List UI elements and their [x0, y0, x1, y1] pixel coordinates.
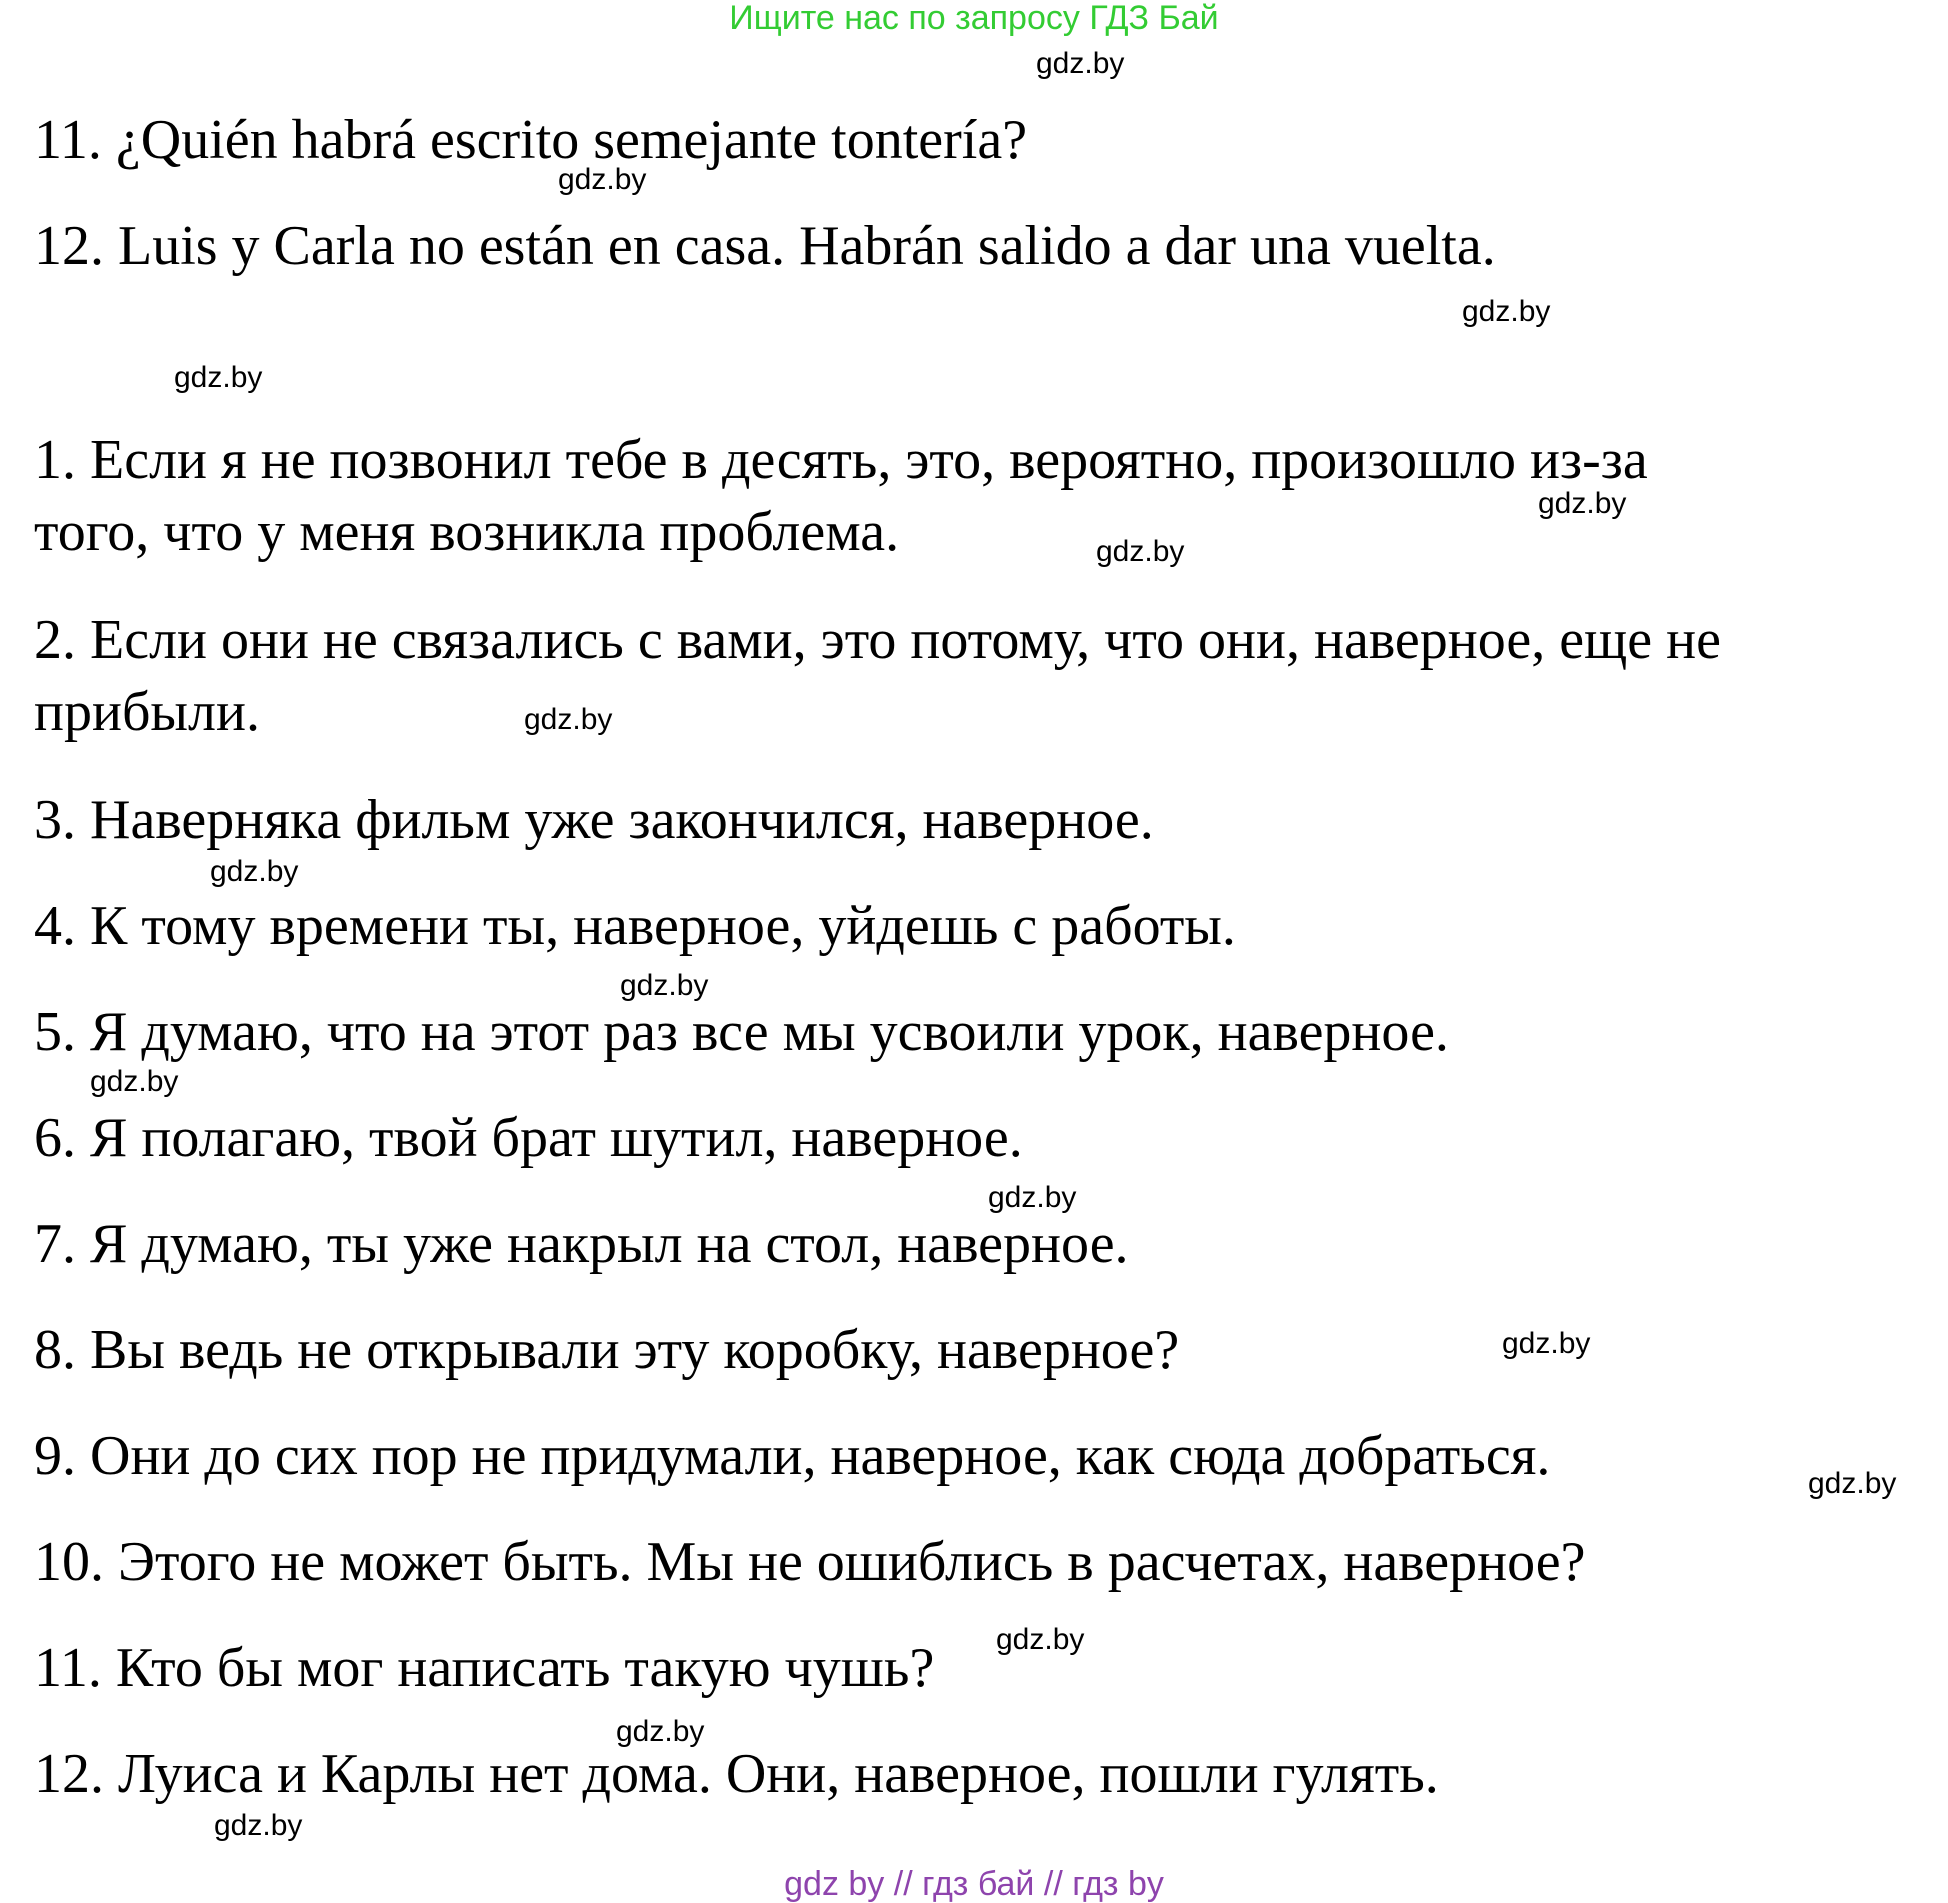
- russian-answer-11: 11. Кто бы мог написать такую чушь?: [34, 1637, 935, 1699]
- watermark: gdz.by: [174, 361, 263, 394]
- search-banner[interactable]: Ищите нас по запросу ГДЗ Бай: [729, 0, 1219, 37]
- watermark: gdz.by: [524, 703, 613, 736]
- russian-answer-9: 9. Они до сих пор не придумали, наверное, как сюда добраться.: [34, 1425, 1551, 1487]
- spanish-answer-11: 11. ¿Quién habrá escrito semejante tontería?: [34, 109, 1028, 171]
- russian-answer-3: 3. Наверняка фильм уже закончился, наверное.: [34, 789, 1154, 851]
- watermark: gdz.by: [616, 1715, 705, 1748]
- watermark: gdz.by: [1808, 1467, 1897, 1500]
- watermark: gdz.by: [620, 969, 709, 1002]
- watermark: gdz.by: [90, 1065, 179, 1098]
- russian-answer-1-line-2: того, что у меня возникла проблема.: [34, 501, 900, 563]
- russian-answer-4: 4. К тому времени ты, наверное, уйдешь с работы.: [34, 895, 1236, 957]
- russian-answer-12: 12. Луиса и Карлы нет дома. Они, наверное, пошли гулять.: [34, 1743, 1439, 1805]
- russian-answer-2-line-1: 2. Если они не связались с вами, это потому, что они, наверное, еще не: [34, 609, 1721, 671]
- russian-answer-7: 7. Я думаю, ты уже накрыл на стол, наверное.: [34, 1213, 1129, 1275]
- watermark: gdz.by: [1462, 295, 1551, 328]
- watermark: gdz.by: [214, 1809, 303, 1842]
- russian-answer-6: 6. Я полагаю, твой брат шутил, наверное.: [34, 1107, 1023, 1169]
- watermark: gdz.by: [1096, 535, 1185, 568]
- watermark: gdz.by: [1538, 487, 1627, 520]
- watermark: gdz.by: [1036, 47, 1125, 80]
- watermark: gdz.by: [1502, 1327, 1591, 1360]
- russian-answer-8: 8. Вы ведь не открывали эту коробку, наверное?: [34, 1319, 1180, 1381]
- spanish-answer-12: 12. Luis y Carla no están en casa. Habrán salido a dar una vuelta.: [34, 215, 1496, 277]
- watermark: gdz.by: [996, 1623, 1085, 1656]
- russian-answer-1-line-1: 1. Если я не позвонил тебе в десять, это, вероятно, произошло из-за: [34, 429, 1648, 491]
- footer-links[interactable]: gdz by // гдз бай // гдз by: [784, 1865, 1164, 1903]
- watermark: gdz.by: [558, 163, 647, 196]
- russian-answer-2-line-2: прибыли.: [34, 681, 260, 743]
- russian-answer-10: 10. Этого не может быть. Мы не ошиблись в расчетах, наверное?: [34, 1531, 1586, 1593]
- watermark: gdz.by: [988, 1181, 1077, 1214]
- watermark: gdz.by: [210, 855, 299, 888]
- russian-answer-5: 5. Я думаю, что на этот раз все мы усвоили урок, наверное.: [34, 1001, 1449, 1063]
